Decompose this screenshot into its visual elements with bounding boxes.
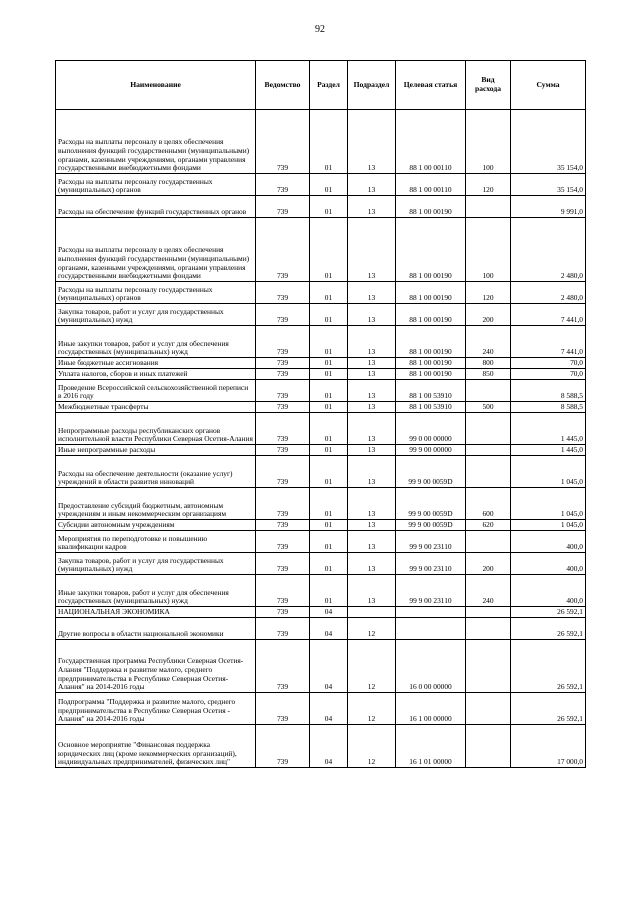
row-expense-kind: [466, 380, 511, 402]
table-row: [56, 110, 586, 174]
row-name: Государственная программа Республики Северная Осетия-Алания "Поддержка и развитие малого, среднего предпринимательства в Республике Северная Осетия-Алания" на 2014-2016 годы: [56, 640, 256, 693]
row-target-code: 88 1 00 00190: [396, 326, 466, 358]
header-name: Наименование: [56, 61, 256, 110]
row-name: Межбюджетные трансферты: [56, 402, 256, 413]
row-sum: 400,0: [511, 575, 586, 607]
row-sum: 26 592,1: [511, 640, 586, 693]
row-name: Расходы на обеспечение деятельности (оказание услуг) учреждений в области развития инноваций: [56, 456, 256, 488]
row-subsection: 13: [348, 110, 396, 174]
row-expense-kind: 200: [466, 553, 511, 575]
row-section: 01: [310, 218, 348, 282]
table-header-row: [56, 61, 586, 110]
row-target-code: 88 1 00 00190: [396, 282, 466, 304]
row-sum: 7 441,0: [511, 326, 586, 358]
row-sum: 1 045,0: [511, 456, 586, 488]
row-subsection: 13: [348, 369, 396, 380]
row-subsection: 13: [348, 413, 396, 445]
row-section: 01: [310, 369, 348, 380]
row-dept: 739: [256, 618, 310, 640]
row-name: Расходы на выплаты персоналу в целях обеспечения выполнения функций государственными (муниципальными) органами, казенными учреждениями, органами управления государственными внебюджетными фондами: [56, 110, 256, 174]
table-row: [56, 380, 586, 402]
row-expense-kind: 200: [466, 304, 511, 326]
table-row: [56, 520, 586, 531]
row-sum: 400,0: [511, 531, 586, 553]
row-sum: 1 045,0: [511, 488, 586, 520]
row-expense-kind: [466, 693, 511, 725]
table-row: [56, 693, 586, 725]
table-row: [56, 282, 586, 304]
row-target-code: 16 1 01 00000: [396, 725, 466, 768]
row-sum: 2 480,0: [511, 218, 586, 282]
row-name: Предоставление субсидий бюджетным, автономным учреждениям и иным некоммерческим организациям: [56, 488, 256, 520]
row-target-code: 99 0 00 00000: [396, 413, 466, 445]
row-dept: 739: [256, 413, 310, 445]
table-row: [56, 640, 586, 693]
row-dept: 739: [256, 369, 310, 380]
table-row: [56, 326, 586, 358]
row-sum: 35 154,0: [511, 110, 586, 174]
row-target-code: 99 9 00 23110: [396, 531, 466, 553]
row-name: Уплата налогов, сборов и иных платежей: [56, 369, 256, 380]
row-subsection: 13: [348, 304, 396, 326]
row-dept: 739: [256, 402, 310, 413]
row-section: 01: [310, 402, 348, 413]
row-sum: 70,0: [511, 369, 586, 380]
row-section: 01: [310, 531, 348, 553]
row-section: 01: [310, 456, 348, 488]
row-target-code: 88 1 00 00190: [396, 358, 466, 369]
row-subsection: 13: [348, 218, 396, 282]
row-section: 01: [310, 326, 348, 358]
row-dept: 739: [256, 445, 310, 456]
row-name: Мероприятия по переподготовке и повышению квалификации кадров: [56, 531, 256, 553]
row-dept: 739: [256, 693, 310, 725]
row-target-code: 99 9 00 0059D: [396, 456, 466, 488]
row-expense-kind: 850: [466, 369, 511, 380]
row-sum: 400,0: [511, 553, 586, 575]
row-name: Расходы на обеспечение функций государственных органов: [56, 196, 256, 218]
row-target-code: 88 1 00 53910: [396, 380, 466, 402]
row-name: Другие вопросы в области национальной экономики: [56, 618, 256, 640]
page-number: 92: [315, 24, 325, 35]
table-row: [56, 304, 586, 326]
row-subsection: 13: [348, 282, 396, 304]
row-subsection: 12: [348, 725, 396, 768]
row-target-code: 16 1 00 00000: [396, 693, 466, 725]
row-sum: 1 445,0: [511, 445, 586, 456]
row-target-code: 88 1 00 00190: [396, 218, 466, 282]
row-name: Закупка товаров, работ и услуг для государственных (муниципальных) нужд: [56, 553, 256, 575]
row-target-code: 88 1 00 00190: [396, 196, 466, 218]
row-target-code: 88 1 00 00110: [396, 110, 466, 174]
row-dept: 739: [256, 575, 310, 607]
row-name: Непрограммные расходы республиканских органов исполнительной власти Республики Северная Осетия-Алания: [56, 413, 256, 445]
table-row: [56, 402, 586, 413]
row-name: Субсидии автономным учреждениям: [56, 520, 256, 531]
row-dept: 739: [256, 640, 310, 693]
row-section: 01: [310, 196, 348, 218]
row-dept: 739: [256, 607, 310, 618]
row-section: 01: [310, 445, 348, 456]
row-section: 01: [310, 174, 348, 196]
table-row: [56, 618, 586, 640]
row-section: 01: [310, 110, 348, 174]
row-expense-kind: 500: [466, 402, 511, 413]
row-section: 01: [310, 304, 348, 326]
row-expense-kind: [466, 456, 511, 488]
row-name: Расходы на выплаты персоналу государственных (муниципальных) органов: [56, 174, 256, 196]
header-dept: Ведомство: [256, 61, 310, 110]
row-name: Расходы на выплаты персоналу в целях обеспечения выполнения функций государственными (муниципальными) органами, казенными учреждениями, органами управления государственными внебюджетными фондами: [56, 218, 256, 282]
row-expense-kind: 600: [466, 488, 511, 520]
row-section: 01: [310, 488, 348, 520]
row-name: Подпрограмма "Поддержка и развитие малого, среднего предпринимательства в Республике Северная Осетия - Алания" на 2014-2016 годы: [56, 693, 256, 725]
row-section: 04: [310, 725, 348, 768]
row-dept: 739: [256, 304, 310, 326]
row-name: Иные непрограммные расходы: [56, 445, 256, 456]
row-sum: 1 045,0: [511, 520, 586, 531]
row-expense-kind: 120: [466, 174, 511, 196]
row-name: Основное мероприятие "Финансовая поддержка юридических лиц (кроме некоммерческих организаций), индивидуальных предпринимателей, физических лиц": [56, 725, 256, 768]
row-name: Закупка товаров, работ и услуг для государственных (муниципальных) нужд: [56, 304, 256, 326]
row-dept: 739: [256, 553, 310, 575]
row-sum: 7 441,0: [511, 304, 586, 326]
row-sum: 26 592,1: [511, 618, 586, 640]
row-section: 01: [310, 413, 348, 445]
table-row: [56, 413, 586, 445]
row-expense-kind: [466, 196, 511, 218]
row-subsection: 13: [348, 445, 396, 456]
row-dept: 739: [256, 520, 310, 531]
row-section: 04: [310, 693, 348, 725]
header-sum: Сумма: [511, 61, 586, 110]
row-target-code: 88 1 00 00190: [396, 304, 466, 326]
row-name: Расходы на выплаты персоналу государственных (муниципальных) органов: [56, 282, 256, 304]
row-subsection: 13: [348, 402, 396, 413]
row-dept: 739: [256, 174, 310, 196]
table-row: [56, 553, 586, 575]
row-subsection: 13: [348, 553, 396, 575]
row-sum: 26 592,1: [511, 607, 586, 618]
row-expense-kind: [466, 413, 511, 445]
row-section: 01: [310, 282, 348, 304]
row-subsection: [348, 607, 396, 618]
row-target-code: 99 9 00 23110: [396, 575, 466, 607]
budget-table: [55, 60, 586, 768]
table-row: [56, 456, 586, 488]
row-target-code: [396, 607, 466, 618]
row-dept: 739: [256, 282, 310, 304]
row-subsection: 12: [348, 693, 396, 725]
row-subsection: 12: [348, 618, 396, 640]
row-section: 01: [310, 520, 348, 531]
row-sum: 70,0: [511, 358, 586, 369]
row-subsection: 13: [348, 488, 396, 520]
row-subsection: 12: [348, 640, 396, 693]
row-expense-kind: 120: [466, 282, 511, 304]
row-dept: 739: [256, 196, 310, 218]
row-name: НАЦИОНАЛЬНАЯ ЭКОНОМИКА: [56, 607, 256, 618]
table-row: [56, 369, 586, 380]
row-subsection: 13: [348, 380, 396, 402]
table-row: [56, 445, 586, 456]
table-row: [56, 488, 586, 520]
row-expense-kind: 100: [466, 110, 511, 174]
table-row: [56, 358, 586, 369]
row-sum: 9 991,0: [511, 196, 586, 218]
row-dept: 739: [256, 326, 310, 358]
table-row: [56, 174, 586, 196]
table-row: [56, 725, 586, 768]
row-target-code: 99 9 00 0059D: [396, 488, 466, 520]
row-dept: 739: [256, 218, 310, 282]
table-row: [56, 575, 586, 607]
row-subsection: 13: [348, 531, 396, 553]
row-subsection: 13: [348, 520, 396, 531]
header-section: Раздел: [310, 61, 348, 110]
row-section: 01: [310, 358, 348, 369]
row-subsection: 13: [348, 456, 396, 488]
row-expense-kind: 620: [466, 520, 511, 531]
row-dept: 739: [256, 456, 310, 488]
row-sum: 8 588,5: [511, 380, 586, 402]
row-sum: 1 445,0: [511, 413, 586, 445]
row-target-code: 99 9 00 0059D: [396, 520, 466, 531]
row-expense-kind: [466, 618, 511, 640]
row-dept: 739: [256, 380, 310, 402]
row-name: Иные закупки товаров, работ и услуг для обеспечения государственных (муниципальных) нужд: [56, 575, 256, 607]
table-row: [56, 218, 586, 282]
table-row: [56, 607, 586, 618]
row-target-code: 88 1 00 00190: [396, 369, 466, 380]
row-expense-kind: 240: [466, 326, 511, 358]
row-section: 01: [310, 380, 348, 402]
row-section: 04: [310, 640, 348, 693]
row-section: 01: [310, 553, 348, 575]
row-subsection: 13: [348, 196, 396, 218]
row-subsection: 13: [348, 326, 396, 358]
row-dept: 739: [256, 488, 310, 520]
row-sum: 35 154,0: [511, 174, 586, 196]
row-target-code: 16 0 00 00000: [396, 640, 466, 693]
table-row: [56, 531, 586, 553]
row-sum: 17 000,0: [511, 725, 586, 768]
row-expense-kind: 240: [466, 575, 511, 607]
row-section: 01: [310, 575, 348, 607]
row-name: Иные закупки товаров, работ и услуг для обеспечения государственных (муниципальных) нужд: [56, 326, 256, 358]
row-expense-kind: [466, 445, 511, 456]
row-expense-kind: [466, 725, 511, 768]
row-target-code: 88 1 00 53910: [396, 402, 466, 413]
row-section: 04: [310, 607, 348, 618]
row-sum: 26 592,1: [511, 693, 586, 725]
row-expense-kind: 100: [466, 218, 511, 282]
row-expense-kind: 800: [466, 358, 511, 369]
row-expense-kind: [466, 640, 511, 693]
row-sum: 2 480,0: [511, 282, 586, 304]
row-subsection: 13: [348, 358, 396, 369]
row-target-code: 99 9 00 23110: [396, 553, 466, 575]
row-dept: 739: [256, 110, 310, 174]
row-target-code: 88 1 00 00110: [396, 174, 466, 196]
row-dept: 739: [256, 358, 310, 369]
row-dept: 739: [256, 725, 310, 768]
row-section: 04: [310, 618, 348, 640]
header-subsection: Подраздел: [348, 61, 396, 110]
row-sum: 8 588,5: [511, 402, 586, 413]
row-name: Проведение Всероссийской сельскохозяйственной переписи в 2016 году: [56, 380, 256, 402]
row-subsection: 13: [348, 575, 396, 607]
row-dept: 739: [256, 531, 310, 553]
row-subsection: 13: [348, 174, 396, 196]
row-target-code: [396, 618, 466, 640]
row-target-code: 99 9 00 00000: [396, 445, 466, 456]
table-row: [56, 196, 586, 218]
row-expense-kind: [466, 607, 511, 618]
row-expense-kind: [466, 531, 511, 553]
header-expense-kind: Вид расхода: [466, 61, 511, 110]
row-name: Иные бюджетные ассигнования: [56, 358, 256, 369]
header-target-code: Целевая статья: [396, 61, 466, 110]
